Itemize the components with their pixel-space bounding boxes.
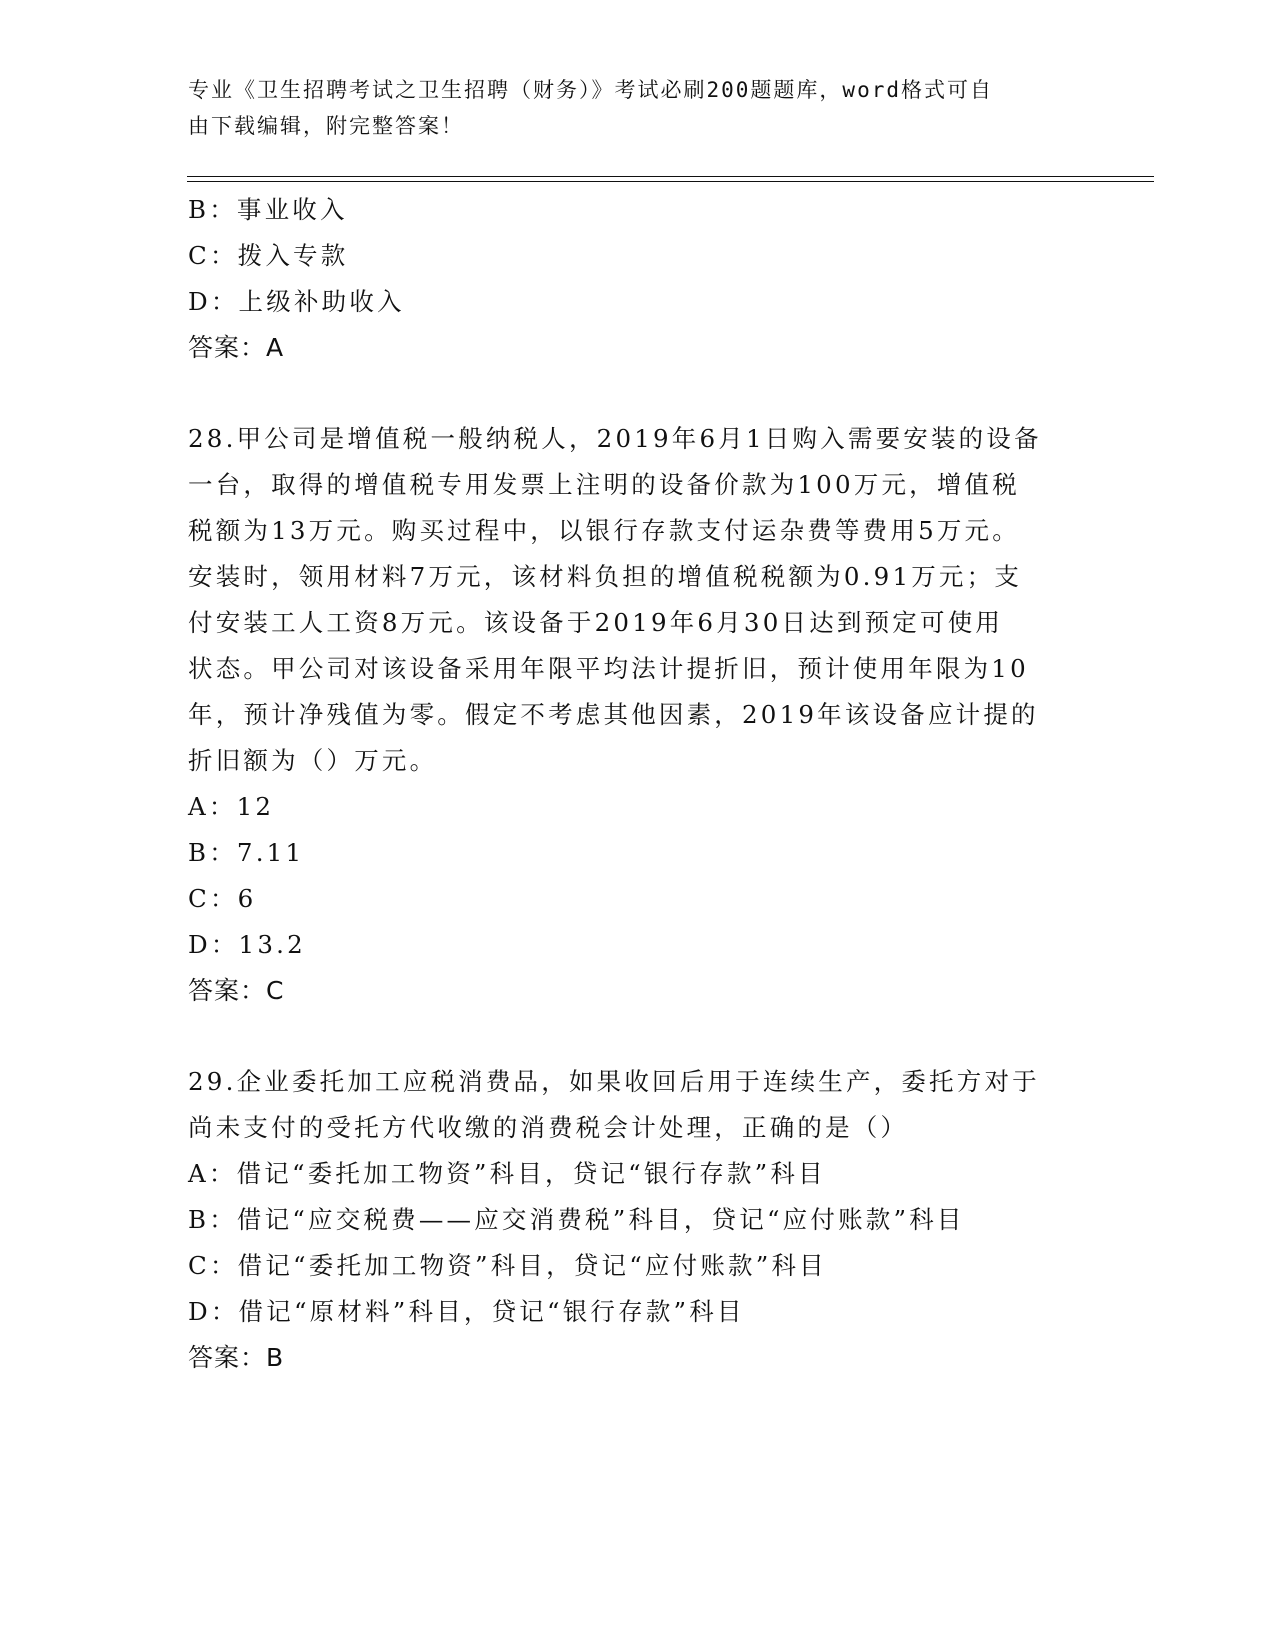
question-stem-line: 状态。甲公司对该设备采用年限平均法计提折旧，预计使用年限为10 (188, 654, 1029, 683)
document-body (188, 187, 1088, 1381)
option-b: B：7.11 (188, 838, 305, 867)
question-stem-line: 一台，取得的增值税专用发票上注明的设备价款为100万元，增值税 (188, 470, 1020, 499)
option-c: C：借记“委托加工物资”科目，贷记“应付账款”科目 (188, 1251, 827, 1280)
question-stem-line: 税额为13万元。购买过程中，以银行存款支付运杂费等费用5万元。 (188, 516, 1020, 545)
question-stem-line: 28.甲公司是增值税一般纳税人，2019年6月1日购入需要安装的设备 (188, 424, 1042, 453)
header-divider-top (187, 176, 1154, 177)
question-stem-line: 29.企业委托加工应税消费品，如果收回后用于连续生产，委托方对于 (188, 1067, 1040, 1096)
option-a: A：借记“委托加工物资”科目，贷记“银行存款”科目 (188, 1159, 826, 1188)
option-a: A：12 (188, 792, 275, 821)
answer-line: 答案：B (188, 1343, 285, 1372)
header-line-1: 专业《卫生招聘考试之卫生招聘（财务）》考试必刷200题题库，word格式可自 (188, 78, 993, 102)
question-stem-line: 尚未支付的受托方代收缴的消费税会计处理，正确的是（） (188, 1113, 909, 1142)
previous-question-tail (188, 187, 1088, 371)
question-28 (188, 416, 1088, 1014)
question-29 (188, 1059, 1088, 1381)
answer-line: 答案：C (188, 976, 285, 1005)
option-d: D：13.2 (188, 930, 306, 959)
question-stem-line: 年，预计净残值为零。假定不考虑其他因素，2019年该设备应计提的 (188, 700, 1039, 729)
header-divider-bottom (187, 181, 1154, 182)
option-d: D：上级补助收入 (188, 287, 405, 316)
answer-line: 答案：A (188, 333, 285, 362)
option-d: D：借记“原材料”科目，贷记“银行存款”科目 (188, 1297, 745, 1326)
option-c: C：拨入专款 (188, 241, 349, 270)
header-line-2: 由下载编辑，附完整答案！ (188, 114, 464, 138)
document-header (188, 72, 1068, 144)
question-stem-line: 付安装工人工资8万元。该设备于2019年6月30日达到预定可使用 (188, 608, 1004, 637)
question-stem-line: 安装时，领用材料7万元，该材料负担的增值税税额为0.91万元；支 (188, 562, 1023, 591)
question-stem-line: 折旧额为（）万元。 (188, 746, 438, 775)
option-c: C：6 (188, 884, 257, 913)
option-b: B：事业收入 (188, 195, 348, 224)
option-b: B：借记“应交税费——应交消费税”科目，贷记“应付账款”科目 (188, 1205, 965, 1234)
